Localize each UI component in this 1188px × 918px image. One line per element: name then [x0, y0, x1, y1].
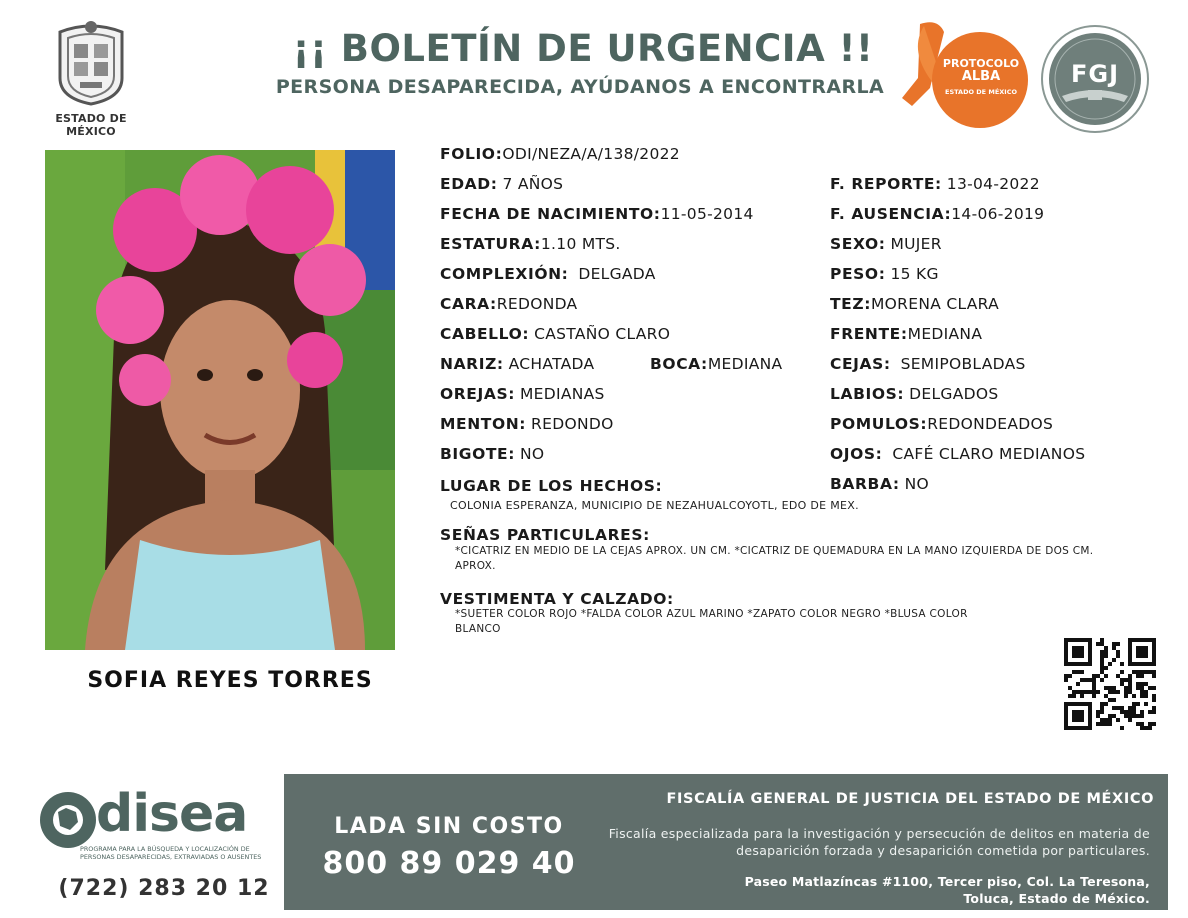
- protocolo-alba-logo: [900, 18, 1030, 136]
- fgj-logo: [1040, 24, 1150, 134]
- child-portrait-illustration: [45, 150, 395, 650]
- bulletin-subtitle: PERSONA DESAPARECIDA, AYÚDANOS A ENCONTRARLA: [275, 76, 885, 98]
- missing-person-name: SOFIA REYES TORRES: [87, 668, 373, 693]
- missing-person-photo: [45, 150, 395, 650]
- field-fecha-nacimiento: FECHA DE NACIMIENTO:11-05-2014: [440, 205, 754, 223]
- lugar-label: LUGAR DE LOS HECHOS:: [440, 477, 663, 495]
- fgj-address: [684, 873, 1150, 907]
- field-tez: TEZ:MORENA CLARA: [830, 295, 1000, 313]
- senas-label: SEÑAS PARTICULARES:: [440, 526, 650, 544]
- senas-value: *CICATRIZ EN MEDIO DE LA CEJAS APROX. UN CM. *CICATRIZ DE QUEMADURA EN LA MANO IZQUIERDA DE DOS CM. APROX.: [455, 545, 1094, 572]
- odisea-logo: [38, 784, 278, 868]
- qr-code-icon: [1064, 638, 1156, 730]
- field-cabello: CABELLO: CASTAÑO CLARO: [440, 325, 671, 343]
- coat-of-arms-icon: [52, 18, 130, 106]
- odisea-map-icon: [38, 788, 102, 852]
- field-menton: MENTON: REDONDO: [440, 415, 614, 433]
- field-sexo: SEXO: MUJER: [830, 235, 942, 253]
- odisea-phone[interactable]: (722) 283 20 12: [58, 876, 270, 901]
- field-ojos: OJOS: CAFÉ CLARO MEDIANOS: [830, 445, 1086, 463]
- fgj-description: Fiscalía especializada para la investigación y persecución de delitos en materia de desaparición forzada y desaparición cometida por particulares.: [608, 826, 1150, 858]
- field-labios: LABIOS: DELGADOS: [830, 385, 999, 403]
- field-nariz: NARIZ: ACHATADA: [440, 355, 595, 373]
- odisea-description: PROGRAMA PARA LA BÚSQUEDA Y LOCALIZACIÓN DE PERSONAS DESAPARECIDAS, EXTRAVIADAS O AUSENTES: [80, 845, 262, 861]
- qr-code[interactable]: [1064, 638, 1156, 730]
- lada-label: LADA SIN COSTO: [334, 814, 564, 839]
- field-cara: CARA:REDONDA: [440, 295, 578, 313]
- address-line-1: Paseo Matlazíncas #1100, Tercer piso, Col. La Teresona,: [744, 874, 1150, 889]
- fgj-text: FGJ: [1070, 60, 1120, 88]
- field-f-ausencia: F. AUSENCIA:14-06-2019: [830, 205, 1045, 223]
- field-pomulos: POMULOS:REDONDEADOS: [830, 415, 1054, 433]
- vestimenta-label: VESTIMENTA Y CALZADO:: [440, 590, 674, 608]
- lugar-value: COLONIA ESPERANZA, MUNICIPIO DE NEZAHUALCOYOTL, EDO DE MEX.: [450, 499, 859, 512]
- field-edad: EDAD: 7 AÑOS: [440, 175, 564, 193]
- fgj-name: FISCALÍA GENERAL DE JUSTICIA DEL ESTADO DE MÉXICO: [666, 791, 1154, 807]
- bulletin-title: ¡¡ BOLETÍN DE URGENCIA !!: [292, 27, 874, 70]
- field-estatura: ESTATURA:1.10 MTS.: [440, 235, 621, 253]
- lada-phone-number[interactable]: 800 89 029 40: [322, 846, 576, 881]
- field-f-reporte: F. REPORTE: 13-04-2022: [830, 175, 1040, 193]
- vestimenta-value: *SUETER COLOR ROJO *FALDA COLOR AZUL MARINO *ZAPATO COLOR NEGRO *BLUSA COLOR BLANCO: [455, 608, 968, 635]
- field-folio: FOLIO:ODI/NEZA/A/138/2022: [440, 145, 680, 163]
- state-label: ESTADO DE MÉXICO: [55, 112, 127, 138]
- alba-text: PROTOCOLO ALBA ESTADO DE MÉXICO: [942, 57, 1020, 97]
- field-boca: BOCA:MEDIANA: [650, 355, 783, 373]
- field-frente: FRENTE:MEDIANA: [830, 325, 983, 343]
- estado-de-mexico-logo: [30, 18, 152, 138]
- odisea-wordmark: disea: [96, 784, 248, 844]
- fgj-contact-box: [284, 774, 1168, 910]
- field-barba: BARBA: NO: [830, 475, 929, 493]
- field-bigote: BIGOTE: NO: [440, 445, 545, 463]
- field-complexion: COMPLEXIÓN: DELGADA: [440, 265, 656, 283]
- field-peso: PESO: 15 KG: [830, 265, 939, 283]
- address-line-2: Toluca, Estado de México.: [963, 891, 1150, 906]
- field-orejas: OREJAS: MEDIANAS: [440, 385, 605, 403]
- field-cejas: CEJAS: SEMIPOBLADAS: [830, 355, 1026, 373]
